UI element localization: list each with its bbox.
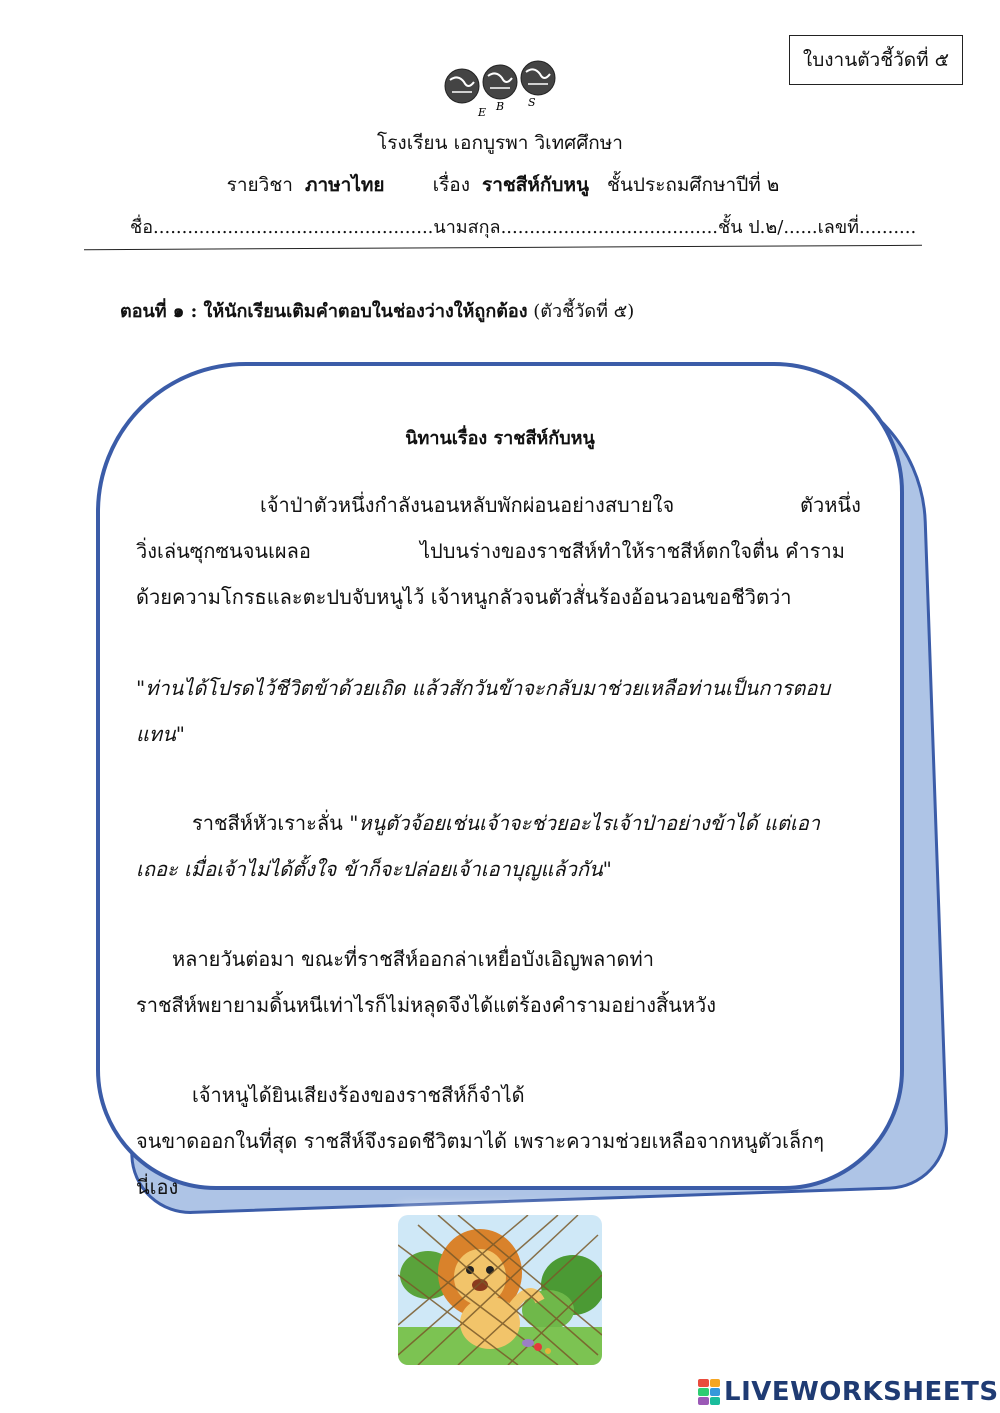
grade: ชั้นประถมศึกษาปีที่ ๒ — [607, 174, 780, 196]
paragraph-3-line-1: ราชสีห์หัวเราะลั่น "หนูตัวจ้อยเช่นเจ้าจะช่วยอะไรเจ้าป่าอย่างข้าได้ แต่เอา — [192, 811, 821, 835]
instruction-indicator: (ตัวชี้วัดที่ ๕) — [533, 301, 635, 322]
subject-label: รายวิชา ภาษาไทย — [226, 174, 385, 196]
instruction — [120, 296, 634, 325]
lion-in-net-illustration — [398, 1215, 602, 1365]
worksheet-tag: ใบงานตัวชี้วัดที่ ๕ — [789, 35, 963, 85]
paragraph-2-line-1: "ท่านได้โปรดไว้ชีวิตข้าด้วยเถิด แล้วสักวันข้าจะกลับมาช่วยเหลือท่านเป็นการตอบ — [136, 676, 831, 700]
paragraph-3-line-2: เถอะ เมื่อเจ้าไม่ได้ตั้งใจ ข้าก็จะปล่อยเจ้าเอาบุญแล้วกัน" — [136, 857, 612, 881]
instruction-part: ตอนที่ ๑ : ให้นักเรียนเติมคำตอบในช่องว่างให้ถูกต้อง — [120, 301, 528, 322]
paragraph-1-line-1: เจ้าป่าตัวหนึ่งกำลังนอนหลับพักผ่อนอย่างสบายใจ ตัวหนึ่ง — [260, 493, 861, 517]
paragraph-1-line-3: ด้วยความโกรธและตะปบจับหนูไว้ เจ้าหนูกลัวจนตัวสั่นร้องอ้อนวอนขอชีวิตว่า — [136, 585, 792, 609]
paragraph-5-line-3: นี่เอง — [136, 1175, 179, 1199]
header-divider — [84, 245, 922, 250]
school-name: โรงเรียน เอกบูรพา วิเทศศึกษา — [377, 132, 623, 154]
subject-line — [0, 170, 1000, 200]
liveworksheets-icon — [698, 1379, 720, 1405]
topic-name: ราชสีห์กับหนู — [482, 174, 589, 196]
liveworksheets-logo — [698, 1376, 999, 1408]
paragraph-2-line-2: แทน" — [136, 722, 185, 746]
liveworksheets-wordmark: LIVEWORKSHEETS — [724, 1377, 999, 1407]
paragraph-4-line-2: ราชสีห์พยายามดิ้นหนีเท่าไรก็ไม่หลุดจึงได้แต่ร้องคำรามอย่างสิ้นหวัง — [136, 993, 717, 1017]
paragraph-5-line-1: เจ้าหนูได้ยินเสียงร้องของราชสีห์ก็จำได้ — [192, 1083, 525, 1107]
logo-letter-b: B — [496, 100, 505, 113]
student-info-line: ชื่อ.................................................นามสกุล......................................ชั้น ป.๒/......เลขที่.......... — [130, 217, 917, 238]
paragraph-5-line-2: จนขาดออกในที่สุด ราชสีห์จึงรอดชีวิตมาได้ เพราะความช่วยเหลือจากหนูตัวเล็กๆ — [136, 1129, 825, 1153]
logo-letter-s: S — [528, 96, 536, 109]
subject-name: ภาษาไทย — [304, 174, 385, 196]
story-title: นิทานเรื่อง ราชสีห์กับหนู — [405, 428, 595, 449]
paragraph-4-line-1: หลายวันต่อมา ขณะที่ราชสีห์ออกล่าเหยื่อบังเอิญพลาดท่า — [172, 947, 654, 971]
topic-label: เรื่อง ราชสีห์กับหนู — [432, 174, 589, 196]
school-logo — [440, 58, 560, 120]
logo-letter-e: E — [478, 106, 487, 119]
paragraph-1-line-2: วิ่งเล่นซุกซนจนเผลอ ไปบนร่างของราชสีห์ทำให้ราชสีห์ตกใจตื่น คำราม — [136, 539, 845, 563]
